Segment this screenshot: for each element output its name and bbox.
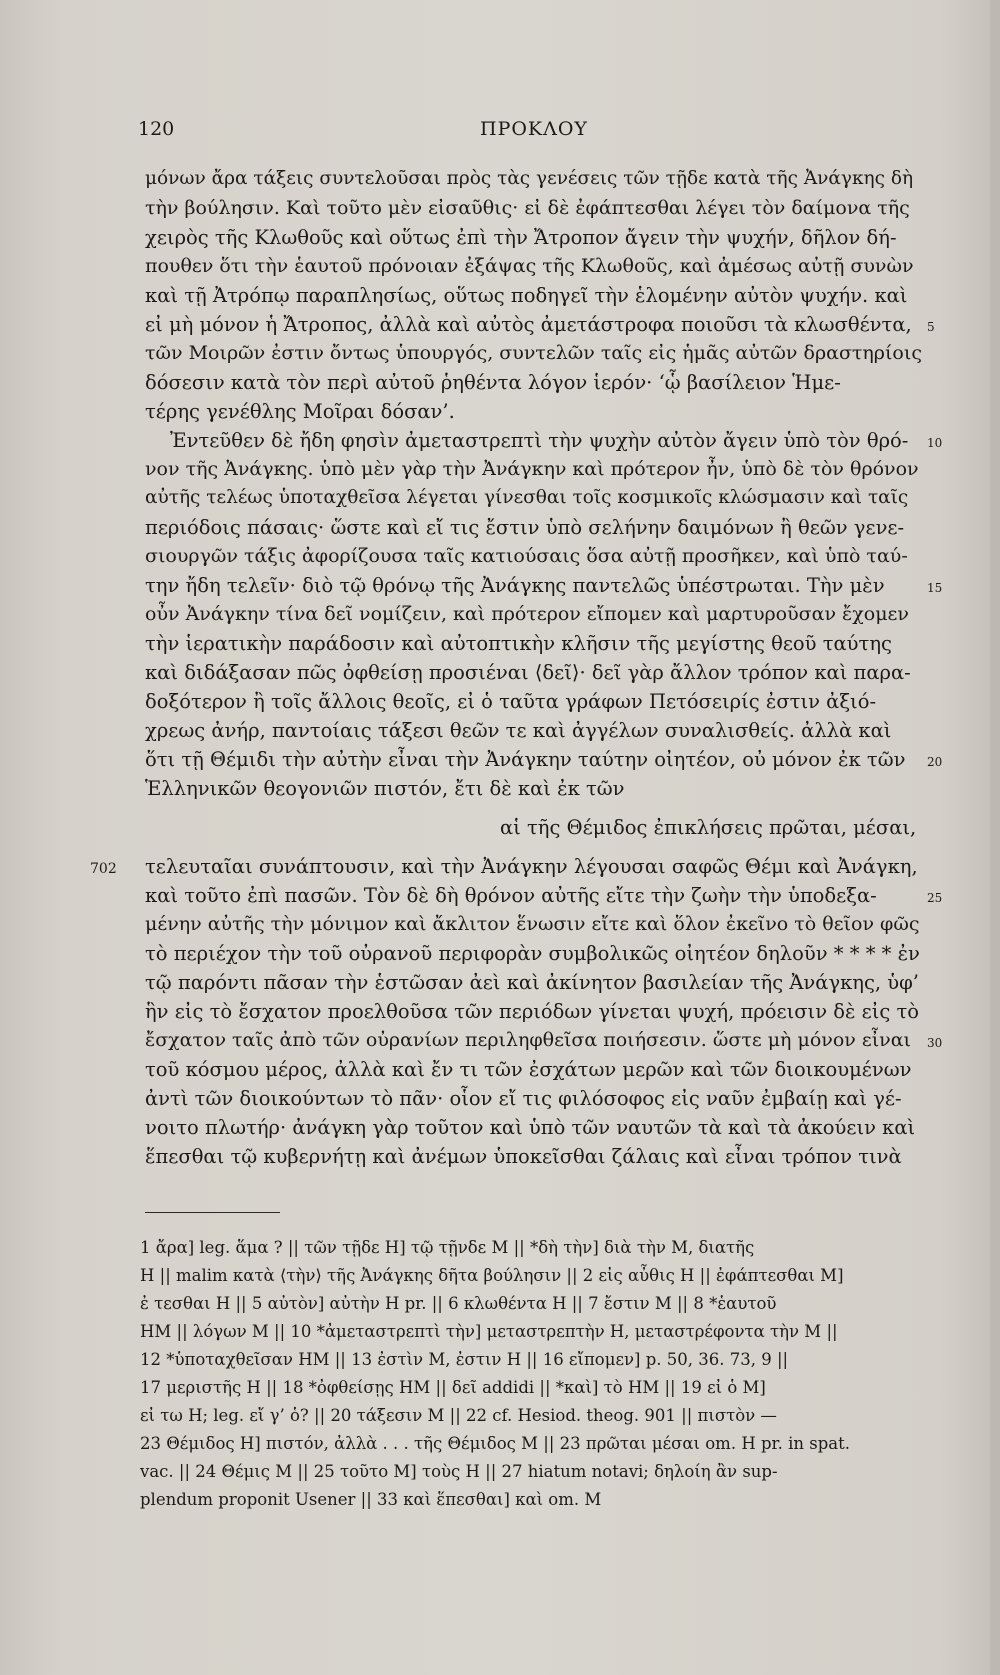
text-line: ἔσχατον ταῖς ἀπὸ τῶν οὐρανίων περιληφθεῖσα ποιήσεσιν. ὥστε μὴ μόνον εἶναι (145, 1029, 911, 1051)
footnote-line: 17 μεριστῆς H || 18 *ὀφθείσῃς HM || δεῖ addidi || *καὶ] τὸ HM || 19 εἰ ὁ M] (140, 1378, 766, 1397)
text-line: τὴν βούλησιν. Καὶ τοῦτο μὲν εἰσαῦθις· εἰ δὲ ἐφάπτεσθαι λέγει τὸν δαίμονα τῆς (145, 197, 910, 219)
text-line: αἱ τῆς Θέμιδος ἐπικλήσεις πρῶται, μέσαι, (500, 816, 917, 839)
footnote-line: H || malim κατὰ ⟨τὴν⟩ τῆς Ἀνάγκης δῆτα βούλησιν || 2 εἰς αὖθις H || ἐφάπτεσθαι M] (140, 1266, 844, 1285)
text-line: τελευταῖαι συνάπτουσιν, καὶ τὴν Ἀνάγκην λέγουσαι σαφῶς Θέμι καὶ Ἀνάγκη, (145, 855, 918, 878)
footnote-line: vac. || 24 Θέμις M || 25 τοῦτο M] τοὺς H || 27 hiatum notavi; δηλοίη ἂν sup- (140, 1462, 778, 1481)
text-line: σιουργῶν τάξις ἀφορίζουσα ταῖς κατιούσαις ὅσα αὐτῇ προσῆκεν, καὶ ὑπὸ ταύ- (145, 545, 908, 567)
line-number: 30 (927, 1036, 943, 1050)
footnote-line: plendum proponit Usener || 33 καὶ ἕπεσθαι] καὶ om. M (140, 1490, 602, 1509)
text-line: ἣν εἰς τὸ ἔσχατον προελθοῦσα τῶν περιόδων γίνεται ψυχή, πρόεισιν δὲ εἰς τὸ (145, 1000, 920, 1023)
text-line: αὐτῆς τελέως ὑποταχθεῖσα λέγεται γίνεσθαι τοῖς κοσμικοῖς κλώσμασιν καὶ ταῖς (145, 487, 909, 508)
line-number: 10 (927, 436, 943, 450)
line-number: 15 (927, 581, 943, 595)
text-line: ἀντὶ τῶν διοικούντων τὸ πᾶν· οἷον εἴ τις φιλόσοφος εἰς ναῦν ἐμβαίῃ καὶ γέ- (145, 1087, 902, 1110)
page-number: 120 (138, 118, 175, 140)
text-line: ἕπεσθαι τῷ κυβερνήτῃ καὶ ἀνέμων ὑποκεῖσθαι ζάλαις καὶ εἶναι τρόπον τινὰ (145, 1145, 902, 1168)
text-line: νον τῆς Ἀνάγκης. ὑπὸ μὲν γὰρ τὴν Ἀνάγκην καὶ πρότερον ἦν, ὑπὸ δὲ τὸν θρόνον (145, 458, 919, 480)
text-line: εἰ μὴ μόνον ἡ Ἄτροπος, ἀλλὰ καὶ αὐτὸς ἀμετάστροφα ποιοῦσι τὰ κλωσθέντα, (145, 313, 912, 336)
line-number: 25 (927, 891, 943, 905)
page-edge-shadow (990, 0, 1000, 1675)
text-line: τῷ παρόντι πᾶσαν τὴν ἑστῶσαν ἀεὶ καὶ ἀκίνητον βασιλείαν τῆς Ἀνάγκης, ὑφ’ (145, 971, 920, 994)
text-line: καὶ τοῦτο ἐπὶ πασῶν. Τὸν δὲ δὴ θρόνον αὐτῆς εἴτε τὴν ζωὴν τὴν ὑποδεξα- (145, 884, 877, 907)
text-line: χρεως ἀνήρ, παντοίαις τάξεσι θεῶν τε καὶ ἀγγέλων συναλισθείς. ἀλλὰ καὶ (145, 719, 892, 742)
text-line: Ἐντεῦθεν δὲ ἤδη φησὶν ἀμεταστρεπτὶ τὴν ψυχὴν αὐτὸν ἄγειν ὑπὸ τὸν θρό- (170, 429, 909, 452)
text-line: τῶν Μοιρῶν ἐστιν ὄντως ὑπουργός, συντελῶν ταῖς εἰς ἡμᾶς αὐτῶν δραστηρίοις (145, 342, 922, 364)
margin-reference: 702 (90, 861, 117, 877)
text-line: τέρης γενέθλης Μοῖραι δόσαν’. (145, 400, 455, 423)
text-line: ὅτι τῇ Θέμιδι τὴν αὐτὴν εἶναι τὴν Ἀνάγκην ταύτην οἰητέον, οὐ μόνον ἐκ τῶν (145, 748, 906, 771)
text-line: Ἑλληνικῶν θεογονιῶν πιστόν, ἔτι δὲ καὶ ἐκ τῶν (145, 777, 625, 800)
line-number: 20 (927, 755, 943, 769)
text-line: καὶ διδάξασαν πῶς ὀφθείσῃ προσιέναι ⟨δεῖ⟩· δεῖ γὰρ ἄλλον τρόπον καὶ παρα- (145, 661, 911, 684)
running-title: ΠΡΟΚΛΟΥ (480, 118, 588, 140)
text-line: τοῦ κόσμου μέρος, ἀλλὰ καὶ ἔν τι τῶν ἐσχάτων μερῶν καὶ τῶν διοικουμένων (145, 1058, 912, 1081)
text-line: τὸ περιέχον τὴν τοῦ οὐρανοῦ περιφορὰν συμβολικῶς οἰητέον δηλοῦν * * * * ἐν (145, 942, 920, 965)
text-line: οὖν Ἀνάγκην τίνα δεῖ νομίζειν, καὶ πρότερον εἴπομεν καὶ μαρτυροῦσαν ἔχομεν (145, 603, 909, 625)
footnote-line: HM || λόγων M || 10 *ἀμεταστρεπτὶ τὴν] μεταστρεπτὴν H, μεταστρέφοντα τὴν M || (140, 1322, 838, 1341)
text-line: μένην αὐτῆς τὴν μόνιμον καὶ ἄκλιτον ἕνωσιν εἴτε καὶ ὅλον ἐκεῖνο τὸ θεῖον φῶς (145, 913, 920, 935)
footnote-rule (145, 1212, 280, 1213)
footnote-line: ἐ τεσθαι H || 5 αὐτὸν] αὐτὴν H pr. || 6 κλωθέντα H || 7 ἔστιν M || 8 *ἑαυτοῦ (140, 1294, 777, 1313)
footnote-line: 1 ἄρα] leg. ἅμα ? || τῶν τῇδε H] τῷ τῇνδε M || *δὴ τὴν] διὰ τὴν M, διατῆς (140, 1238, 755, 1257)
footnote-line: 12 *ὑποταχθεῖσαν HM || 13 ἐστὶν M, ἐστιν H || 16 εἴπομεν] p. 50, 36. 73, 9 || (140, 1350, 789, 1369)
text-line: χειρὸς τῆς Κλωθοῦς καὶ οὕτως ἐπὶ τὴν Ἄτροπον ἄγειν τὴν ψυχήν, δῆλον δή- (145, 226, 897, 249)
footnote-line: 23 Θέμιδος H] πιστόν, ἀλλὰ . . . τῆς Θέμιδος M || 23 πρῶται μέσαι om. H pr. in spat. (140, 1434, 850, 1453)
text-line: δοξότερον ἢ τοῖς ἄλλοις θεοῖς, εἰ ὁ ταῦτα γράφων Πετόσειρίς ἐστιν ἀξιό- (145, 690, 877, 713)
text-line: περιόδοις πάσαις· ὥστε καὶ εἴ τις ἔστιν ὑπὸ σελήνην δαιμόνων ἢ θεῶν γενε- (145, 516, 905, 539)
text-line: μόνων ἄρα τάξεις συντελοῦσαι πρὸς τὰς γενέσεις τῶν τῇδε κατὰ τῆς Ἀνάγκης δὴ (145, 168, 914, 189)
text-line: τὴν ἱερατικὴν παράδοσιν καὶ αὐτοπτικὴν κλῆσιν τῆς μεγίστης θεοῦ ταύτης (145, 632, 892, 655)
text-line: πουθεν ὅτι τὴν ἑαυτοῦ πρόνοιαν ἐξάψας τῆς Κλωθοῦς, καὶ ἀμέσως αὐτῇ συνὼν (145, 255, 914, 277)
footnote-line: εἰ τω H; leg. εἴ γ’ ὁ? || 20 τάξεσιν M || 22 cf. Hesiod. theog. 901 || πιστὸν — (140, 1406, 777, 1425)
text-line: νοιτο πλωτήρ· ἀνάγκη γὰρ τοῦτον καὶ ὑπὸ τῶν ναυτῶν τὰ καὶ τὰ ἀκούειν καὶ (145, 1116, 916, 1139)
line-number: 5 (927, 320, 935, 334)
text-line: καὶ τῇ Ἀτρόπῳ παραπλησίως, οὕτως ποδηγεῖ τὴν ἑλομένην αὐτὸν ψυχήν. καὶ (145, 284, 908, 307)
text-line: δόσεσιν κατὰ τὸν περὶ αὐτοῦ ῥηθέντα λόγον ἱερόν· ‘ᾧ βασίλειον Ἡμε- (145, 371, 841, 394)
text-line: την ἤδη τελεῖν· διὸ τῷ θρόνῳ τῆς Ἀνάγκης παντελῶς ὑπέστρωται. Τὴν μὲν (145, 574, 885, 597)
